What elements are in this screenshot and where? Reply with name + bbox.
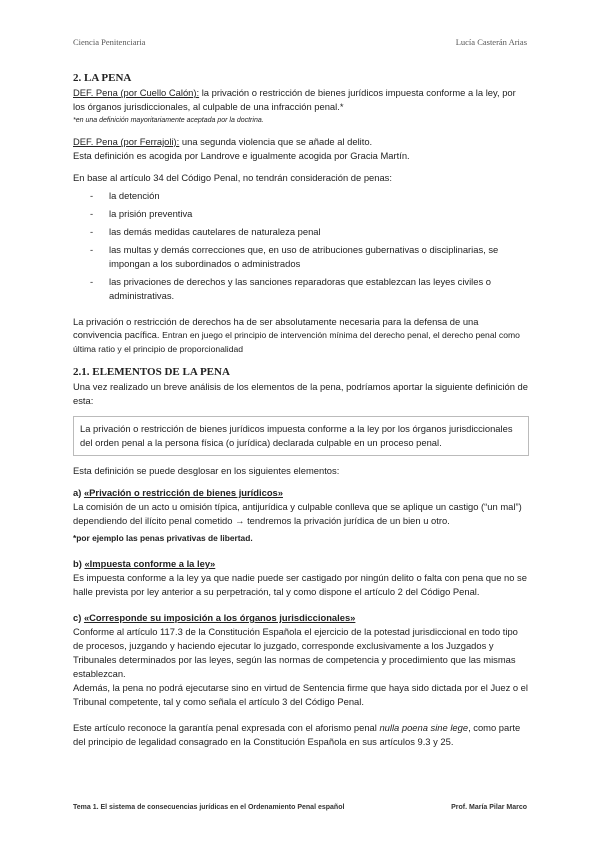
footer-right: Prof. María Pilar Marco xyxy=(451,804,527,811)
list-item: - la detención xyxy=(73,189,529,203)
header-left: Ciencia Penitenciaria xyxy=(73,37,146,47)
element-a-title xyxy=(73,486,529,500)
def1-text: la privación o restricción de bienes jurídicos impuesta conforme a la ley, por los órganos jurisdiccionales, al culpable de una infracción penal.* xyxy=(73,87,516,112)
final-italic: nulla poena sine lege xyxy=(379,722,469,733)
def2-label: DEF. Pena (por Ferrajoli): xyxy=(73,136,180,147)
list-item: - la prisión preventiva xyxy=(73,207,529,221)
final-a: Este artículo reconoce la garantía penal expresada con el aforismo penal xyxy=(73,722,380,733)
breakdown-intro: Esta definición se puede desglosar en los siguientes elementos: xyxy=(73,465,340,476)
def2-text: una segunda violencia que se añade al delito. xyxy=(179,136,373,147)
list-item: - las demás medidas cautelares de naturaleza penal xyxy=(73,225,529,239)
element-a-note: *por ejemplo las penas privativas de libertad. xyxy=(73,533,253,543)
necessity-a: La privación o restricción de derechos ha de ser absolutamente necesaria para la defensa de una convivencia pacífica. xyxy=(73,316,479,340)
definition-cuello-calon xyxy=(73,86,529,114)
definition-box-text: La privación o restricción de bienes jurídicos impuesta conforme a la ley por los órganos jurisdiccionales del orden penal a la persona física (o jurídica) declarada culpable en un proceso penal. xyxy=(80,423,513,448)
list-item: - las privaciones de derechos y las sanciones reparadoras que establezcan las leyes civiles o administrativas. xyxy=(73,275,529,303)
final-paragraph xyxy=(73,721,529,749)
element-c-text2: Además, la pena no podrá ejecutarse sino en virtud de Sentencia firme que haya sido dictada por el Juez o el Tribunal competente, tal y como señala el artículo 3 del Código Penal. xyxy=(73,682,528,707)
header-right: Lucía Casterán Arias xyxy=(455,37,527,47)
a-title: «Privación o restricción de bienes jurídicos» xyxy=(83,487,283,498)
elements-intro: Una vez realizado un breve análisis de los elementos de la pena, podríamos aportar la siguiente definición de esta: xyxy=(73,381,528,406)
b-title: «Impuesta conforme a la ley» xyxy=(84,558,216,569)
page-footer xyxy=(73,804,527,811)
necessity-paragraph xyxy=(73,315,529,356)
element-c-title xyxy=(73,611,529,625)
c-prefix: c) xyxy=(73,612,84,623)
definition-ferrajoli xyxy=(73,135,529,149)
final-b: , como parte del principio de legalidad consagrado en la Constitución Española en sus artículos 9.3 y 25. xyxy=(73,722,521,747)
def1-label: DEF. Pena (por Cuello Calón): xyxy=(73,87,200,98)
element-a-text: La comisión de un acto u omisión típica, antijurídica y culpable conlleva que se aplique un castigo (“un mal”) dependiendo del ilícito penal cometido → tendremos la privación jurídica de un bien u otro. xyxy=(73,501,522,526)
section-title-la-pena: 2. LA PENA xyxy=(73,72,132,84)
art34-intro: En base al artículo 34 del Código Penal, no tendrán consideración de penas: xyxy=(73,172,392,183)
footer-left: Tema 1. El sistema de consecuencias jurídicas en el Ordenamiento Penal español xyxy=(73,804,345,811)
element-c-text1: Conforme al artículo 117.3 de la Constitución Española el ejercicio de la potestad jurisdiccional en todo tipo de procesos, juzgando y haciendo ejecutar lo juzgado, corresponde exclusivamente a los Juzgados y Tribunales determinados por las leyes, según las normas de competencia y procedimiento que las mismas establezcan. xyxy=(73,626,518,679)
list-item: - las multas y demás correcciones que, en uso de atribuciones gubernativas o disciplinarias, se impongan a los subordinados o administrados xyxy=(73,243,529,271)
necessity-b: Entran en juego el principio de intervención mínima del derecho penal, el derecho penal como última ratio y el principio de proporcionalidad xyxy=(73,330,520,354)
section-title-elementos: 2.1. ELEMENTOS DE LA PENA xyxy=(73,366,230,378)
page-content xyxy=(73,70,529,749)
def1-note: *en una definición mayoritariamente aceptada por la doctrina. xyxy=(73,117,264,124)
c-title: «Corresponde su imposición a los órganos jurisdiccionales» xyxy=(83,612,356,623)
definition-box xyxy=(73,416,529,456)
a-prefix: a) xyxy=(73,487,84,498)
element-b-text: Es impuesta conforme a la ley ya que nadie puede ser castigado por ningún delito o falta con pena que no se halle prevista por ley anterior a su perpetración, tal y como dispone el artículo 2 del Código Penal. xyxy=(73,572,527,597)
non-penalty-list xyxy=(73,189,529,303)
def2-line2: Esta definición es acogida por Landrove e igualmente acogida por Gracia Martín. xyxy=(73,150,410,161)
page-header xyxy=(73,37,527,47)
b-prefix: b) xyxy=(73,558,85,569)
element-b-title xyxy=(73,557,529,571)
